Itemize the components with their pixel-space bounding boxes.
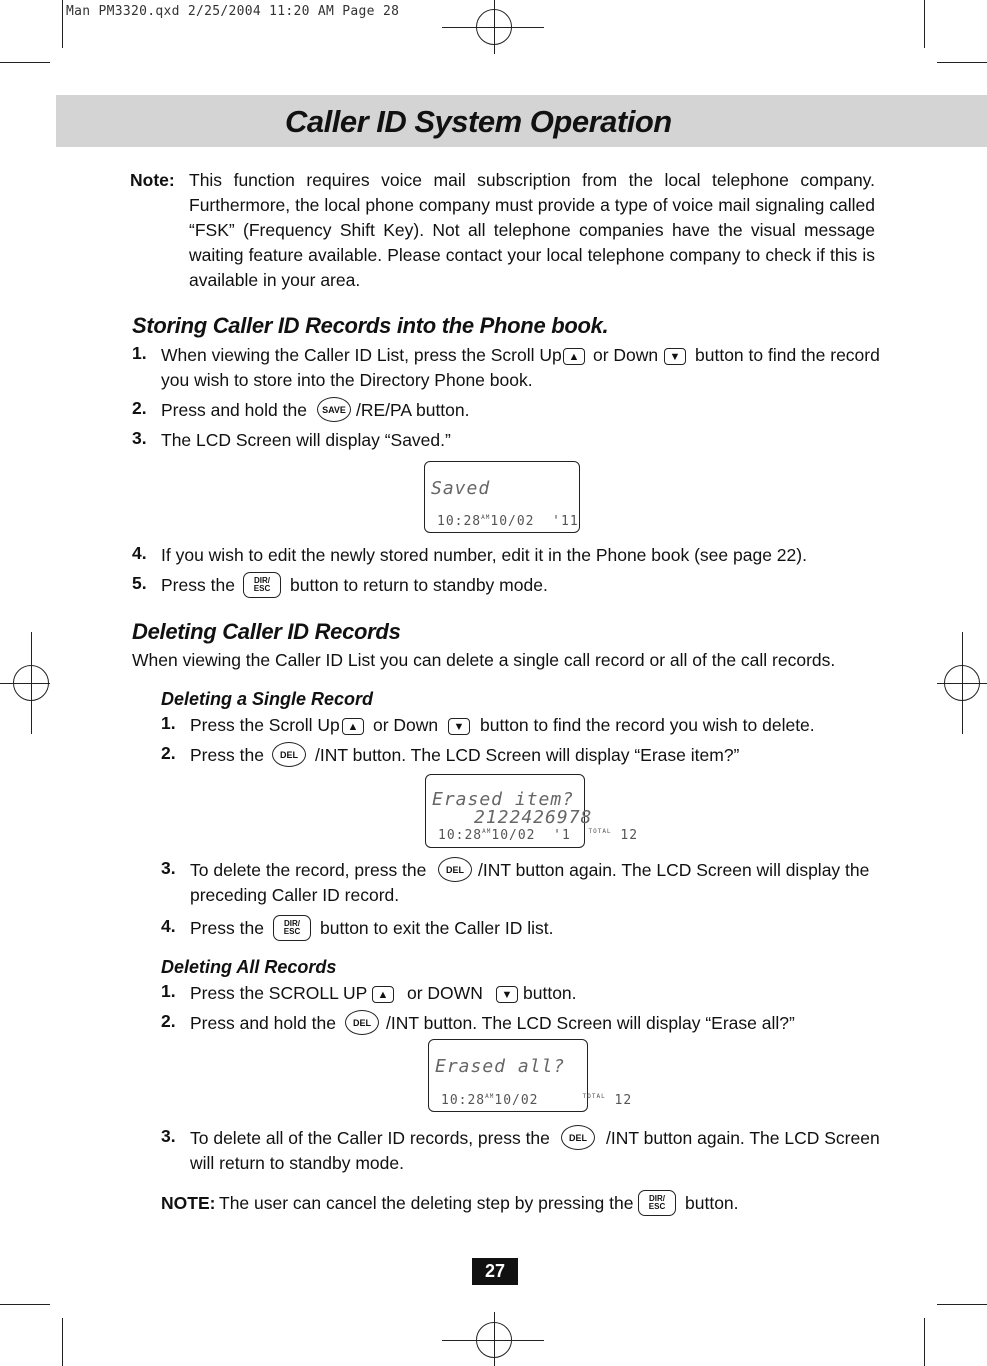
step-text: you wish to store into the Directory Phone book. — [161, 370, 533, 390]
step-text: Press the — [190, 745, 264, 765]
note-text: button. — [685, 1193, 739, 1213]
step-text: /INT button. The LCD Screen will display “Erase item?” — [315, 745, 740, 765]
scroll-up-key-icon: ▲ — [372, 986, 394, 1003]
lcd-line: Erased item? — [432, 789, 575, 810]
step-number: 1. — [161, 713, 176, 733]
lcd-line: Saved — [431, 478, 491, 499]
step-text: button to exit the Caller ID list. — [320, 918, 554, 938]
section-intro: When viewing the Caller ID List you can delete a single call record or all of the call records. — [132, 650, 836, 670]
scroll-up-key-icon: ▲ — [563, 348, 585, 365]
key-label: ESC — [283, 927, 301, 936]
crop-mark — [937, 62, 987, 63]
step-text: To delete the record, press the — [190, 860, 427, 880]
note-label: NOTE: — [161, 1193, 216, 1213]
save-key-icon: SAVE — [317, 397, 351, 422]
step-number: 2. — [161, 743, 176, 763]
step-number: 5. — [132, 573, 147, 593]
step-number: 4. — [161, 916, 176, 936]
step-text: When viewing the Caller ID List, press the Scroll Up — [161, 345, 562, 365]
step-text: /INT button. The LCD Screen will display “Erase all?” — [386, 1013, 795, 1033]
registration-line — [442, 27, 544, 28]
key-label: ESC — [648, 1202, 666, 1211]
lcd-total-label: TOTAL — [582, 1093, 606, 1100]
key-label: ESC — [253, 584, 271, 593]
step-text: Press and hold the — [161, 400, 307, 420]
lcd-display-erase-item — [425, 774, 639, 848]
step-number: 1. — [161, 981, 176, 1001]
crop-mark — [937, 1304, 987, 1305]
step-number: 3. — [161, 858, 176, 878]
step-number: 3. — [132, 428, 147, 448]
registration-line — [442, 1340, 544, 1341]
crop-mark — [924, 0, 925, 48]
key-label: DIR/ — [649, 1194, 665, 1203]
subheading-single: Deleting a Single Record — [161, 689, 374, 709]
step-text: preceding Caller ID record. — [190, 885, 400, 905]
note-text: The user can cancel the deleting step by pressing the — [219, 1193, 634, 1213]
lcd-line: Erased all? — [435, 1056, 566, 1077]
step-text: /RE/PA button. — [356, 400, 470, 420]
crop-mark — [62, 0, 63, 48]
section-heading-deleting: Deleting Caller ID Records — [132, 619, 401, 644]
del-key-icon: DEL — [438, 857, 472, 882]
dir-esc-key-icon — [273, 915, 311, 941]
step-number: 3. — [161, 1126, 176, 1146]
crop-mark — [924, 1318, 925, 1366]
lcd-status — [441, 1093, 632, 1108]
lcd-display-saved — [424, 461, 580, 533]
step-text: To delete all of the Caller ID records, press the — [190, 1128, 550, 1148]
step-text: or Down — [593, 345, 659, 365]
step-text: button. — [523, 983, 577, 1003]
step-text: Press the Scroll Up — [190, 715, 340, 735]
scroll-up-key-icon: ▲ — [342, 718, 364, 735]
del-key-icon: DEL — [345, 1010, 379, 1035]
lcd-status — [438, 828, 638, 843]
lcd-total: 12 — [614, 1093, 633, 1108]
lcd-time: 10:28 — [441, 1093, 486, 1108]
lcd-count: '11 — [552, 514, 579, 529]
key-label: DIR/ — [254, 576, 270, 585]
lcd-ampm: AM — [485, 1093, 495, 1100]
step-number: 2. — [161, 1011, 176, 1031]
lcd-date: 10/02 — [491, 828, 536, 843]
lcd-count: '1 — [553, 828, 571, 843]
dir-esc-key-icon — [243, 572, 281, 598]
section-heading-storing: Storing Caller ID Records into the Phone book. — [132, 313, 609, 338]
step-number: 4. — [132, 543, 147, 563]
dir-esc-key-icon — [638, 1190, 676, 1216]
step-text: button to find the record you wish to delete. — [480, 715, 815, 735]
scroll-down-key-icon: ▼ — [496, 986, 518, 1003]
file-slug: Man PM3320.qxd 2/25/2004 11:20 AM Page 28 — [66, 4, 400, 19]
step-text: button to find the record — [695, 345, 880, 365]
lcd-time: 10:28 — [438, 828, 483, 843]
step-text: Press the — [190, 918, 264, 938]
scroll-down-key-icon: ▼ — [664, 348, 686, 365]
page-title: Caller ID System Operation — [285, 104, 672, 139]
step-text: button to return to standby mode. — [290, 575, 548, 595]
step-number: 1. — [132, 343, 147, 363]
lcd-status — [437, 514, 579, 529]
step-text: or Down — [373, 715, 439, 735]
lcd-date: 10/02 — [490, 514, 535, 529]
step-text: /INT button again. The LCD Screen will display the — [478, 860, 870, 880]
key-label: DIR/ — [284, 919, 300, 928]
note-label: Note: — [130, 170, 175, 190]
registration-line — [494, 1312, 495, 1366]
step-text: The LCD Screen will display “Saved.” — [161, 430, 451, 450]
step-text: or DOWN — [407, 983, 483, 1003]
registration-line — [937, 683, 987, 684]
page-number: 27 — [472, 1258, 518, 1285]
lcd-total-label: TOTAL — [588, 828, 612, 835]
step-text: /INT button again. The LCD Screen — [606, 1128, 880, 1148]
lcd-number: 2122426978 — [474, 807, 593, 828]
crop-mark — [0, 1304, 50, 1305]
step-text: If you wish to edit the newly stored number, edit it in the Phone book (see page 22). — [161, 545, 807, 565]
step-text: Press the — [161, 575, 235, 595]
lcd-date: 10/02 — [494, 1093, 539, 1108]
crop-mark — [62, 1318, 63, 1366]
step-number: 2. — [132, 398, 147, 418]
note-text: This function requires voice mail subscription from the local telephone company. Furthermore, the local phone company must provide a type of voice mail signaling called “FSK” (Frequency Shift Key). Not all telephone companies have the visual message waiting feature available. Please contact your local telephone company to check if this is available in your area. — [189, 170, 875, 290]
step-text: will return to standby mode. — [190, 1153, 404, 1173]
del-key-icon: DEL — [272, 742, 306, 767]
lcd-display-erase-all — [428, 1039, 633, 1112]
lcd-time: 10:28 — [437, 514, 482, 529]
crop-mark — [0, 62, 50, 63]
scroll-down-key-icon: ▼ — [448, 718, 470, 735]
step-text: Press the SCROLL UP — [190, 983, 368, 1003]
step-text: Press and hold the — [190, 1013, 336, 1033]
lcd-ampm: AM — [482, 828, 492, 835]
del-key-icon: DEL — [561, 1125, 595, 1150]
registration-line — [0, 683, 50, 684]
lcd-total: 12 — [620, 828, 639, 843]
lcd-ampm: AM — [481, 514, 491, 521]
subheading-all: Deleting All Records — [161, 957, 337, 977]
